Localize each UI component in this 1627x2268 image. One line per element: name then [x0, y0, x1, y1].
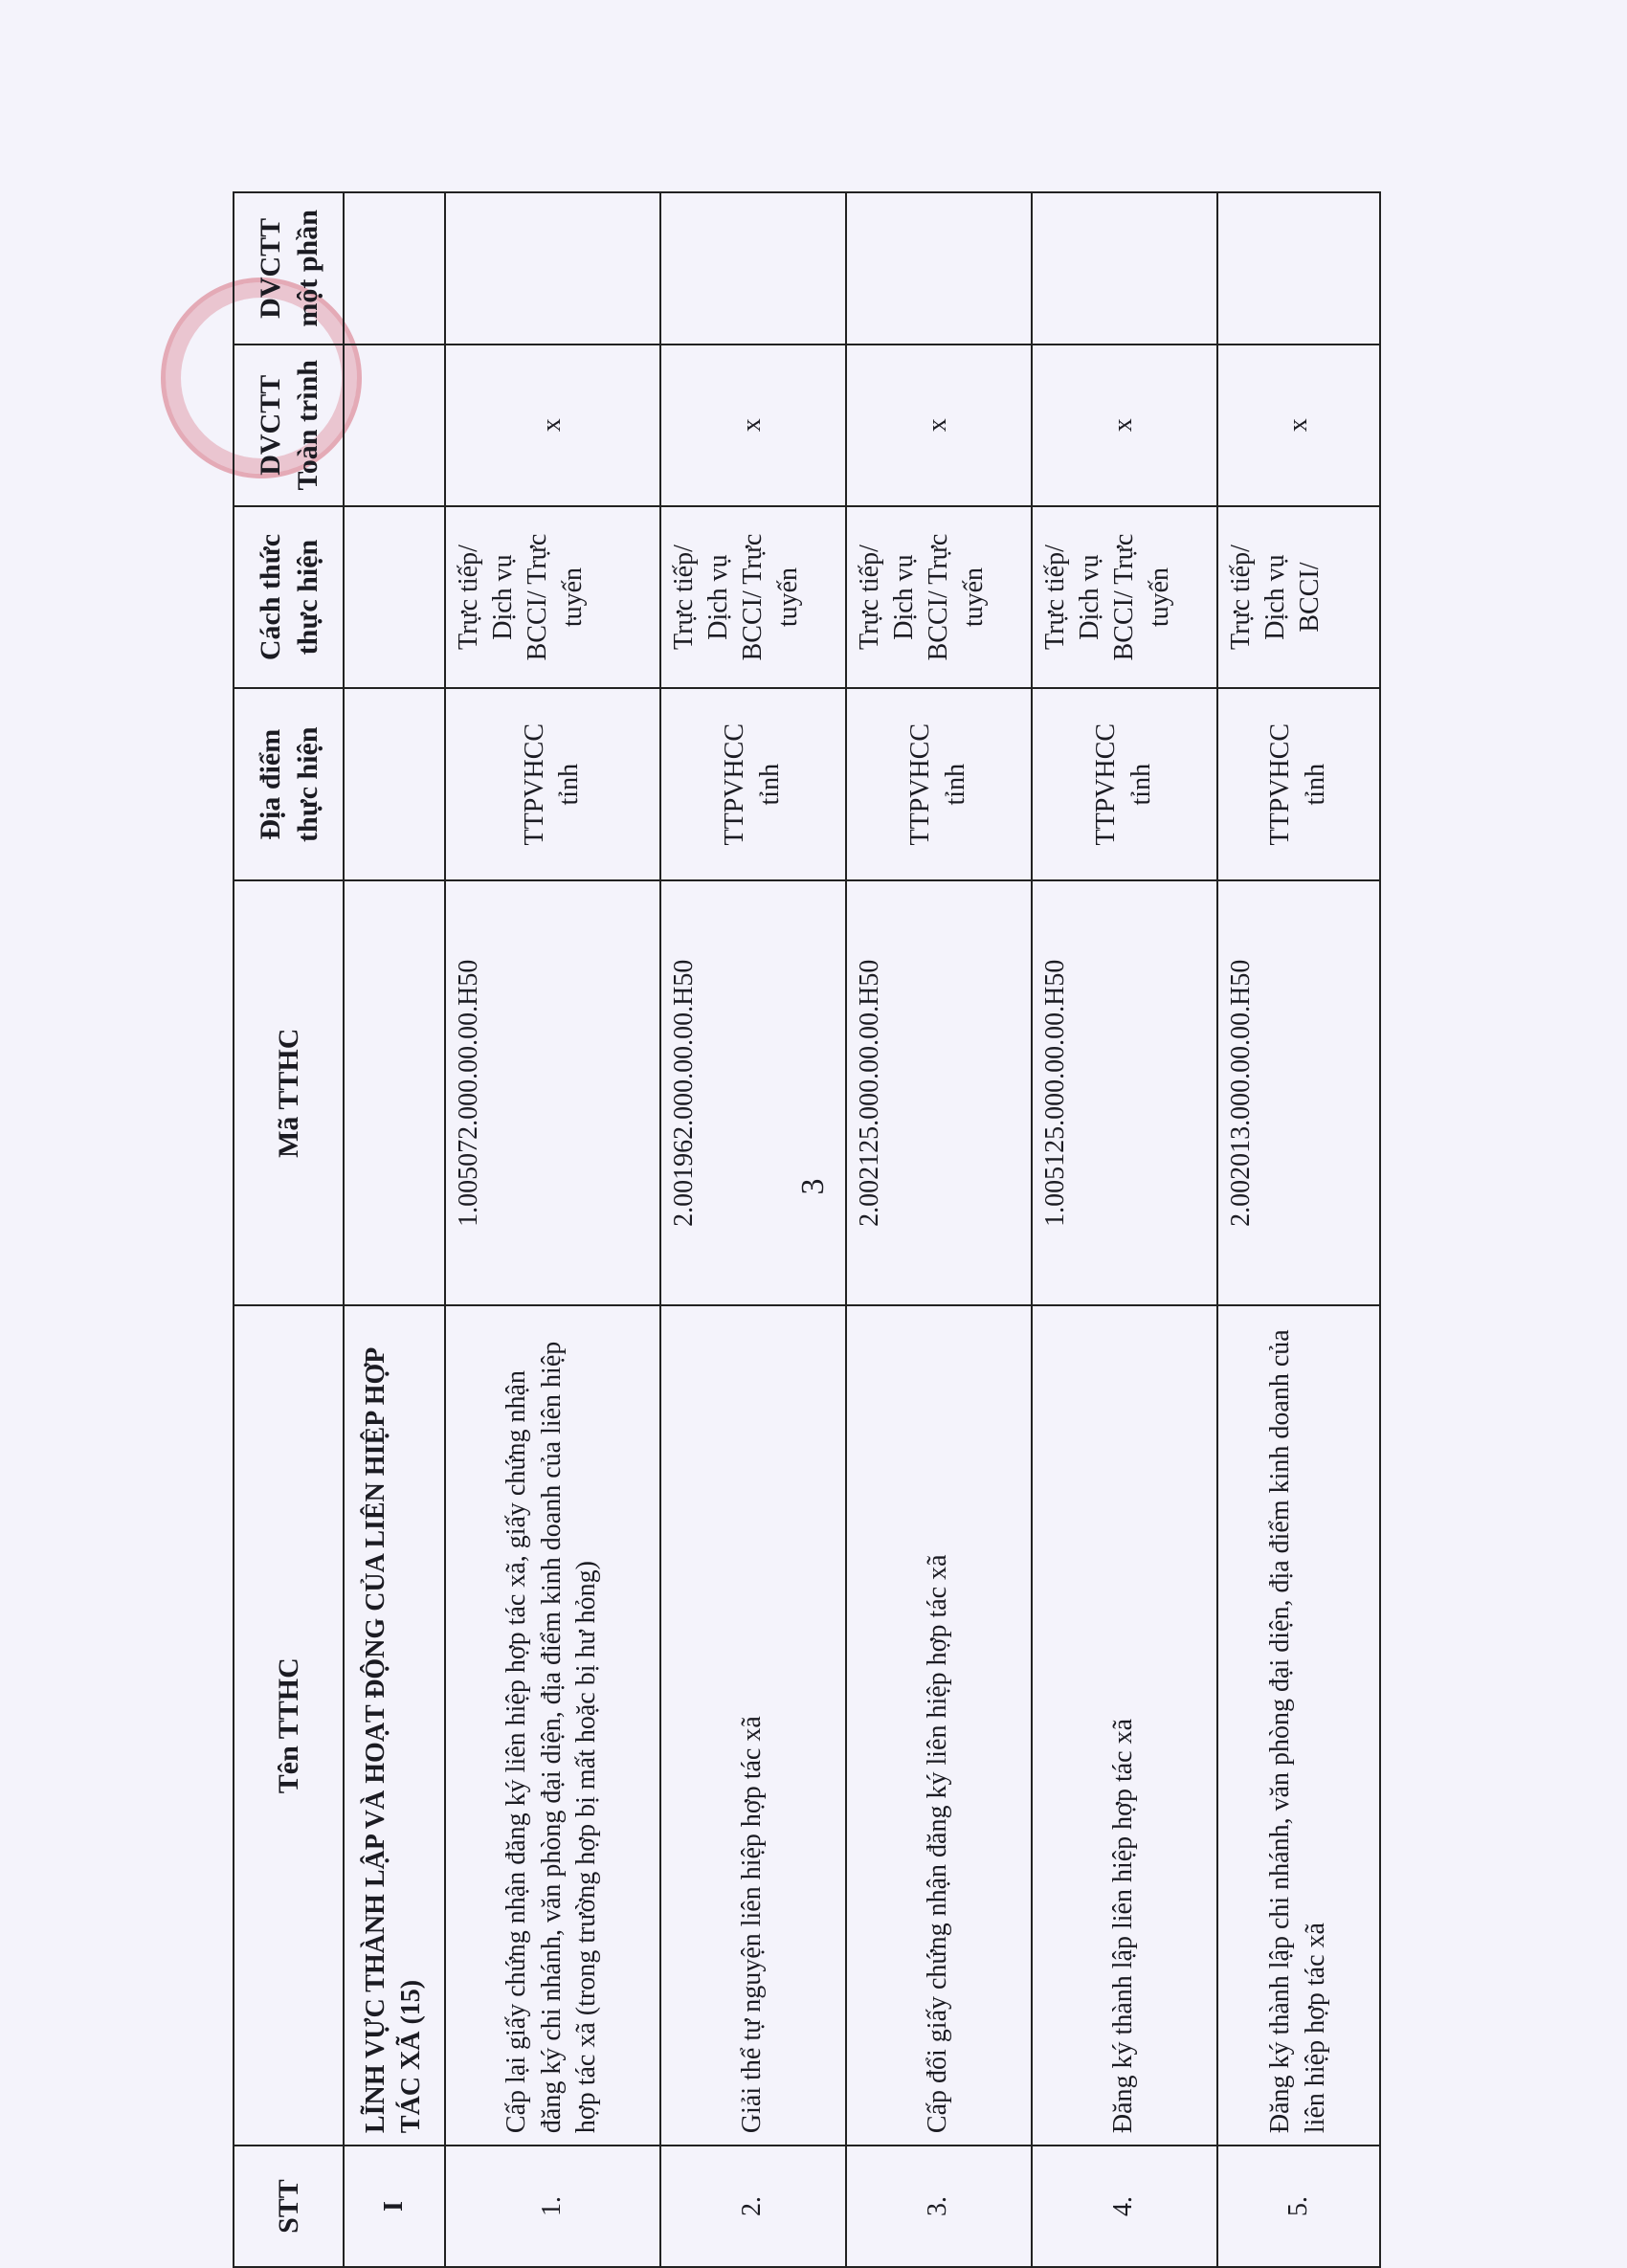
row-name: Cấp đổi giấy chứng nhận đăng ký liên hiệp hợp tác xã	[846, 1305, 1032, 2146]
section-stt: I	[344, 2146, 445, 2267]
row-code: 1.005072.000.00.00.H50	[445, 880, 660, 1305]
table-row	[1032, 192, 1217, 2267]
header-row	[234, 192, 344, 2267]
procedure-table-container	[233, 191, 1381, 2268]
row-place: TTPVHCC tỉnh	[1217, 688, 1380, 880]
section-name: LĨNH VỰC THÀNH LẬP VÀ HOẠT ĐỘNG CỦA LIÊN HIỆP HỢP TÁC XÃ (15)	[344, 1305, 445, 2146]
table-row	[846, 192, 1032, 2267]
procedure-table	[233, 191, 1381, 2268]
row-method: Trực tiếp/ Dịch vụ BCCI/	[1217, 506, 1380, 688]
row-partial-mark	[1217, 192, 1380, 345]
row-method: Trực tiếp/ Dịch vụ BCCI/ Trực tuyến	[1032, 506, 1217, 688]
row-code: 2.002013.000.00.00.H50	[1217, 880, 1380, 1305]
row-full-mark: x	[846, 345, 1032, 506]
header-full: DVCTT Toàn trình	[234, 345, 344, 506]
row-name: Đăng ký thành lập chi nhánh, văn phòng đại diện, địa điểm kinh doanh của liên hiệp hợp tác xã	[1217, 1305, 1380, 2146]
row-stt: 4.	[1032, 2146, 1217, 2267]
table-row	[1217, 192, 1380, 2267]
header-method: Cách thức thực hiện	[234, 506, 344, 688]
row-stt: 3.	[846, 2146, 1032, 2267]
row-place: TTPVHCC tỉnh	[445, 688, 660, 880]
row-stt: 5.	[1217, 2146, 1380, 2267]
table-row	[660, 192, 846, 2267]
header-stt: STT	[234, 2146, 344, 2267]
row-full-mark: x	[445, 345, 660, 506]
row-stt: 2.	[660, 2146, 846, 2267]
row-name: Đăng ký thành lập liên hiệp hợp tác xã	[1032, 1305, 1217, 2146]
row-partial-mark	[660, 192, 846, 345]
header-partial: DVCTT một phần	[234, 192, 344, 345]
row-full-mark: x	[660, 345, 846, 506]
row-code: 1.005125.000.00.00.H50	[1032, 880, 1217, 1305]
row-place: TTPVHCC tỉnh	[1032, 688, 1217, 880]
row-full-mark: x	[1032, 345, 1217, 506]
row-name: Giải thể tự nguyện liên hiệp hợp tác xã	[660, 1305, 846, 2146]
row-place: TTPVHCC tỉnh	[846, 688, 1032, 880]
page-number: 3	[795, 1178, 831, 1195]
header-code: Mã TTHC	[234, 880, 344, 1305]
header-place: Địa điểm thực hiện	[234, 688, 344, 880]
row-partial-mark	[846, 192, 1032, 345]
row-partial-mark	[445, 192, 660, 345]
row-name: Cấp lại giấy chứng nhận đăng ký liên hiệp hợp tác xã, giấy chứng nhận đăng ký chi nhánh, văn phòng đại diện, địa điểm kinh doanh của liên hiệp hợp tác xã (trong trường hợp bị mất hoặc bị hư hỏng)	[445, 1305, 660, 2146]
row-method: Trực tiếp/ Dịch vụ BCCI/ Trực tuyến	[660, 506, 846, 688]
table-row	[445, 192, 660, 2267]
row-method: Trực tiếp/ Dịch vụ BCCI/ Trực tuyến	[445, 506, 660, 688]
row-full-mark: x	[1217, 345, 1380, 506]
row-partial-mark	[1032, 192, 1217, 345]
row-code: 2.002125.000.00.00.H50	[846, 880, 1032, 1305]
row-code: 2.001962.000.00.00.H50	[660, 880, 846, 1305]
section-row	[344, 192, 445, 2267]
row-stt: 1.	[445, 2146, 660, 2267]
header-name: Tên TTHC	[234, 1305, 344, 2146]
row-method: Trực tiếp/ Dịch vụ BCCI/ Trực tuyến	[846, 506, 1032, 688]
row-place: TTPVHCC tỉnh	[660, 688, 846, 880]
